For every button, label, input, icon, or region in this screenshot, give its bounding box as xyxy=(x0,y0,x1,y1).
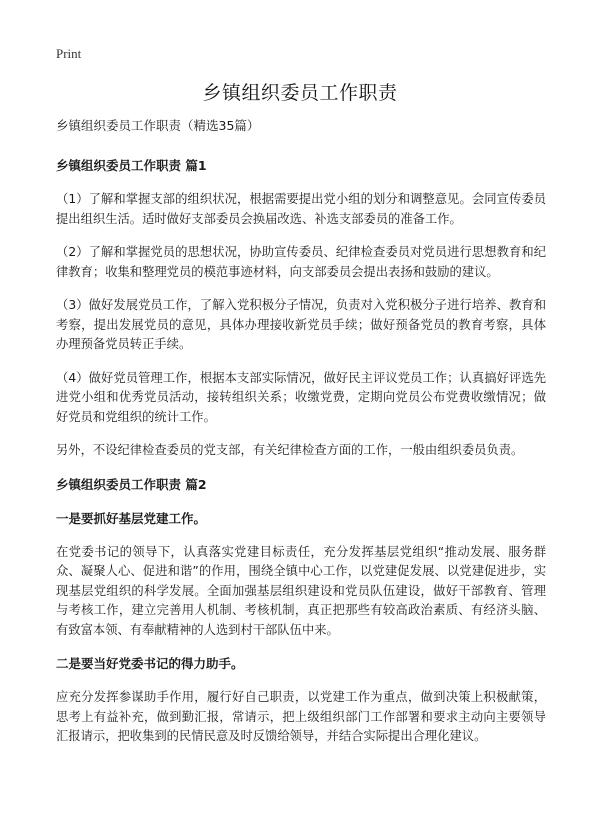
section-1-paragraph: （3）做好发展党员工作，了解入党积极分子情况，负责对入党积极分子进行培养、教育和考察，提出发展党员的意见，具体办理接收新党员手续；做好预备党员的教育考察，具体办理预备党员转正手续。 xyxy=(56,298,546,351)
section-1-paragraph: （4）做好党员管理工作，根据本支部实际情况，做好民主评议党员工作；认真搞好评选先进党小组和优秀党员活动，接转组织关系；收缴党费，定期向党员公布党费收缴情况；做好党员和党组织的统计工作。 xyxy=(56,370,546,424)
section-2-heading: 乡镇组织委员工作职责 篇2 xyxy=(56,476,207,492)
section-2-subheading-1: 一是要抓好基层党建工作。 xyxy=(56,510,207,526)
document-body xyxy=(56,116,546,759)
section-2-paragraph-2: 应充分发挥参谋助手作用，履行好自己职责，以党建工作为重点，做到决策上积极献策，思考上有益补充，做到勤汇报，常请示，把上级组织部门工作部署和要求主动向主要领导汇报请示，把收集到的民情民意及时反馈给领导，并结合实际提出合理化建议。 xyxy=(56,690,546,743)
page-title: 乡镇组织委员工作职责 xyxy=(202,82,398,104)
section-2-subheading-2: 二是要当好党委书记的得力助手。 xyxy=(56,656,244,671)
section-2-paragraph-1: 在党委书记的领导下，认真落实党建目标责任，充分发挥基层党组织“推动发展、服务群众、凝聚人心、促进和谐”的作用，围绕全镇中心工作，以党建促发展、以党建促进步，实现基层党组织的科学发展。全面加强基层组织建设和党员队伍建设，做好干部教育、管理与考核工作，建立完善用人机制、考核机制，真正把那些有较高政治素质、有经济头脑、有致富本领、有奉献精神的人选到村干部队伍中来。 xyxy=(56,544,546,637)
print-label[interactable]: Print xyxy=(56,46,82,61)
section-1-paragraph: 另外，不设纪律检查委员的党支部，有关纪律检查方面的工作，一般由组织委员负责。 xyxy=(56,443,524,457)
document-subtitle: 乡镇组织委员工作职责（精选35篇） xyxy=(56,118,260,133)
section-1-paragraph: （2）了解和掌握党员的思想状况，协助宣传委员、纪律检查委员对党员进行思想教育和纪律教育；收集和整理党员的模范事迹材料，向支部委员会提出表扬和鼓励的建议。 xyxy=(56,245,546,279)
section-1-paragraph: （1）了解和掌握支部的组织状况，根据需要提出党小组的划分和调整意见。会同宣传委员提出组织生活。适时做好支部委员会换届改选、补选支部委员的准备工作。 xyxy=(56,192,546,226)
section-1-heading: 乡镇组织委员工作职责 篇1 xyxy=(56,158,207,173)
